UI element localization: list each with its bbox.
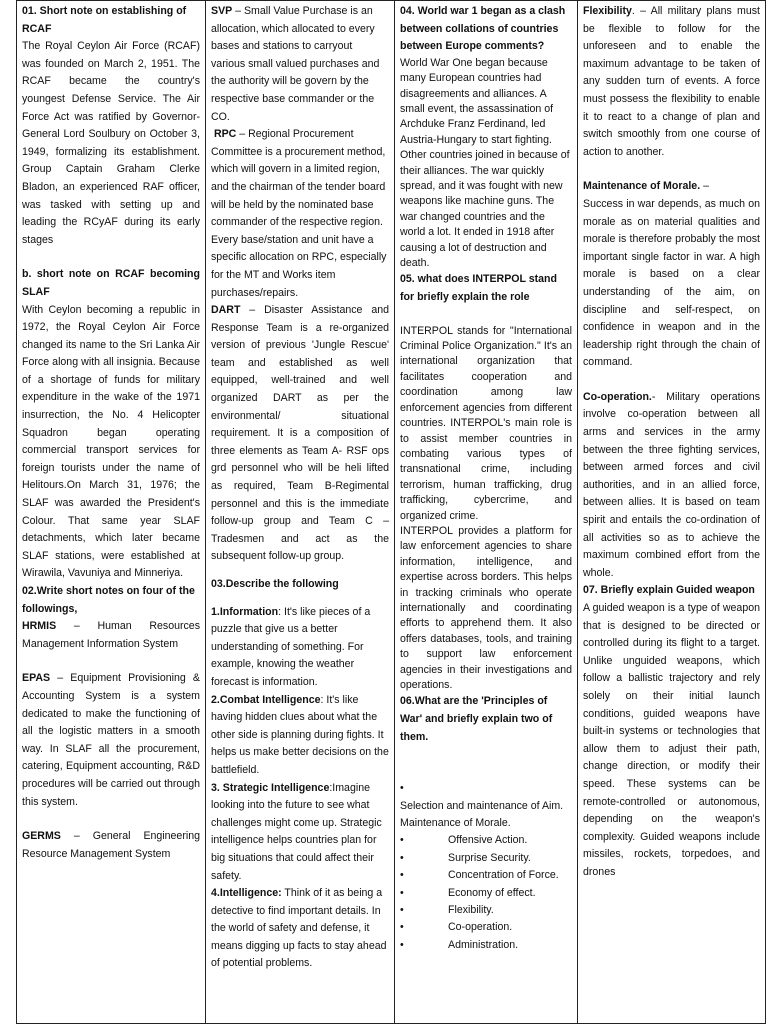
bullet: • bbox=[400, 869, 404, 882]
notes-table bbox=[16, 0, 766, 1024]
principle-text: Selection and maintenance of Aim. bbox=[400, 799, 564, 812]
germs-definition: – General Engineering Resource Management System bbox=[22, 830, 200, 860]
flexibility-definition: . – All military plans must be flexible to follow for the unforeseen and to enable the maximum advantage to be taken of any sudden turn of events. A force must possess the flexibility to enable it to react to a change of plan and switch smoothly from one course of action to another. bbox=[583, 5, 760, 158]
list-item bbox=[400, 937, 572, 954]
column-1 bbox=[17, 1, 206, 1024]
combat-intelligence-term: 2.Combat Intelligence bbox=[211, 693, 321, 706]
q2-heading: 02.Write short notes on four of the followings, bbox=[22, 585, 195, 615]
strategic-intelligence-term: 3. Strategic Intelligence bbox=[211, 781, 330, 794]
cooperation-note bbox=[583, 389, 760, 583]
strategic-intelligence-definition: :Imagine looking into the future to see what challenges might come up. Strategic intelligence helps countries plan for big situations that could affect their safety. bbox=[211, 781, 382, 882]
dart-term: DART bbox=[211, 304, 241, 317]
qb-body: With Ceylon becoming a republic in 1972, the Royal Ceylon Air Force changed its name to the Sri Lanka Air Force along with all insignia. Because of a shortage of funds for military expenditure in the wake of the 1971 insurrection, the No. 4 Helicopter Squadron began operating commercial transport services for foreign tourists under the name of Helitours.On March 31, 1976; the SLAF was awarded the President's Colour. That same year SLAF detachments, which later became SLAF stations, were established at Wirawila, Vavuniya and Minneriya. bbox=[22, 303, 200, 580]
principle-text: Administration. bbox=[448, 938, 519, 951]
principle-text: Surprise Security. bbox=[448, 851, 531, 864]
q5-heading: 05. what does INTERPOL stand for briefly explain the role bbox=[400, 273, 557, 304]
column-4 bbox=[578, 1, 766, 1024]
list-item bbox=[400, 867, 572, 884]
q6-heading: 06.What are the 'Principles of War' and briefly explain two of them. bbox=[400, 695, 553, 743]
principle-text: Co-operation. bbox=[448, 921, 513, 934]
epas-term: EPAS bbox=[22, 672, 51, 685]
svp-definition: – Small Value Purchase is an allocation, which allocated to every bases and stations to carryout various small valued purchases and the authority will be govern by the respective base commander or the CO. bbox=[211, 5, 380, 123]
flexibility-term: Flexibility bbox=[583, 5, 632, 17]
q4-heading: 04. World war 1 began as a clash between collations of countries between Europe comments? bbox=[400, 5, 566, 53]
bullet: • bbox=[400, 921, 404, 934]
list-item bbox=[400, 798, 572, 815]
bullet: • bbox=[400, 904, 404, 917]
cooperation-term: Co-operation. bbox=[583, 390, 652, 403]
epas-note bbox=[22, 670, 200, 811]
list-item bbox=[400, 919, 572, 936]
q3-heading: 03.Describe the following bbox=[211, 578, 339, 590]
information-note bbox=[211, 604, 389, 692]
principle-text: Flexibility. bbox=[448, 904, 494, 917]
principle-text: Maintenance of Morale. bbox=[400, 817, 511, 829]
q5-body-2: INTERPOL provides a platform for law enforcement agencies to share information, intelligence, and expertise across borders. This helps in tracking criminals who operate internationally and coordinating efforts to apprehend them. It also offers databases, tools, and training to support law enforcement agencies in their investigations and operations. bbox=[400, 524, 572, 691]
intelligence-definition: Think of it as being a detective to find important details. In the world of safety and defense, it means digging up facts to stay ahead of potential problems. bbox=[211, 887, 387, 970]
q5-body-1: INTERPOL stands for "International Criminal Police Organization." It's an international organization that facilitates cooperation and coordination among law enforcement agencies from different countries. INTERPOL's main role is to assist member countries in combating various types of transnational crime, including terrorism, human trafficking, drug trafficking, cybercrime, and organized crime. bbox=[400, 324, 572, 522]
rpc-definition: – Regional Procurement Committee is a procurement method, which will govern in a limited region, and the chairman of the tender board will be held by the nominated base commander of the respective region. Every base/station and unit have a specific allocation on RPC, especially for the MT and Works item purchases/repairs. bbox=[211, 128, 387, 299]
information-term: 1.Information bbox=[211, 605, 279, 618]
principle-text: Offensive Action. bbox=[448, 834, 528, 847]
combat-intelligence-note bbox=[211, 692, 389, 780]
hrmis-note bbox=[22, 618, 200, 653]
principle-text: Economy of effect. bbox=[448, 886, 536, 899]
q7-body: A guided weapon is a type of weapon that is designed to be directed or controlled during its flight to a target. Unlike unguided weapons, which follow a ballistic trajectory and rely solely on their initial launch conditions, guided weapons have built-in systems or technologies that allow them to adjust their path, change direction, or modify their speed. These systems can be remote-controlled or autonomous, depending on the weapon's complexity. Guided weapons include missiles, rockets, torpedoes, and drones bbox=[583, 602, 760, 878]
dart-note bbox=[211, 302, 389, 566]
epas-definition: – Equipment Provisioning & Accounting System is a system dedicated to make the functioning of all the logistic matters in a smooth way. In SLAF all the procurement, catering, Equipment accounting, R&D procedures will be carried out through this system. bbox=[22, 672, 200, 808]
morale-dash: – bbox=[700, 180, 709, 193]
germs-note bbox=[22, 828, 200, 863]
strategic-intelligence-note bbox=[211, 780, 389, 886]
bullet: • bbox=[400, 834, 404, 847]
morale-definition: Success in war depends, as much on morale as on material qualities and morale is therefore probably the most important single factor in war. A high morale is based on a clear understanding of the aim, on discipline and self-respect, on confidence in weapon and in the leadership right through the chain of command. bbox=[583, 197, 760, 369]
morale-heading bbox=[583, 178, 760, 196]
flexibility-note bbox=[583, 3, 760, 161]
combat-intelligence-definition: : It's like having hidden clues about what the other side is planning during fights. It helps us make better decisions on the battlefield. bbox=[211, 693, 389, 776]
intelligence-note bbox=[211, 885, 389, 973]
hrmis-term: HRMIS bbox=[22, 620, 57, 633]
information-definition: : It's like pieces of a puzzle that give us a better understanding of something. For example, knowing the weather forecast is information. bbox=[211, 605, 371, 688]
rpc-note bbox=[211, 126, 389, 302]
morale-term: Maintenance of Morale. bbox=[583, 180, 701, 193]
intelligence-term: 4.Intelligence: bbox=[211, 887, 282, 900]
svp-term: SVP bbox=[211, 5, 233, 17]
svp-note bbox=[211, 3, 389, 126]
column-2 bbox=[206, 1, 395, 1024]
q4-body: World War One began because many European countries had disagreements and alliances. A small event, the assassination of Archduke Franz Ferdinand, led Austria-Hungary to start fighting. Other countries joined in because of their alliances. The war quickly spread, and it was fought with new weapons like machine guns. The war changed countries and the world a lot. It ended in 1918 after causing a lot of destruction and death. bbox=[400, 56, 570, 270]
list-item bbox=[400, 850, 572, 867]
list-item bbox=[400, 902, 572, 919]
cooperation-definition: - Military operations involve co-operation between all arms and services in the army between the three fighting services, between armed forces and civil authorities, and in an allied force, between allies. It is based on team spirit and entails the co-ordination of all activities so as to achieve the maximum combined effort from the whole. bbox=[583, 390, 760, 579]
bullet: • bbox=[400, 782, 404, 795]
hrmis-definition: – Human Resources Management Information System bbox=[22, 620, 200, 650]
column-3 bbox=[395, 1, 578, 1024]
list-item bbox=[400, 885, 572, 902]
bullet: • bbox=[400, 886, 404, 899]
principles-list bbox=[400, 780, 572, 954]
principle-text: Concentration of Force. bbox=[448, 869, 559, 882]
bullet: • bbox=[400, 851, 404, 864]
bullet: • bbox=[400, 938, 404, 951]
q1-heading: 01. Short note on establishing of RCAF bbox=[22, 5, 187, 35]
list-item bbox=[400, 815, 572, 832]
qb-heading: b. short note on RCAF becoming SLAF bbox=[22, 268, 200, 298]
list-item bbox=[400, 780, 572, 797]
dart-definition: – Disaster Assistance and Response Team is a re-organized version of previous 'Jungle Rescue' team and established as well equipped, well-trained and well organized DART as per the environmental/ situational requirement. It is a composition of three elements as Team A- RSF ops grd personnel who will be heli lifted as required, Team B-Regimental personnel and this is the immediate follow-up group and Team C – Tradesmen and act as the subsequent follow-up group. bbox=[211, 304, 389, 563]
q7-heading: 07. Briefly explain Guided weapon bbox=[583, 584, 755, 597]
rpc-term: RPC bbox=[213, 128, 237, 141]
germs-term: GERMS bbox=[22, 830, 61, 843]
list-item bbox=[400, 832, 572, 849]
q1-body: The Royal Ceylon Air Force (RCAF) was founded on March 2, 1951. The RCAF became the country's youngest Defense Service. The Air Force Act was ratified by Governor-General Lord Soulbury on October 3, 1949, formalizing its establishment. Group Captain Graham Clerke Bladon, an experienced RAF officer, was tasked with setting up and leading the RCyAF during its early stages bbox=[22, 40, 200, 246]
